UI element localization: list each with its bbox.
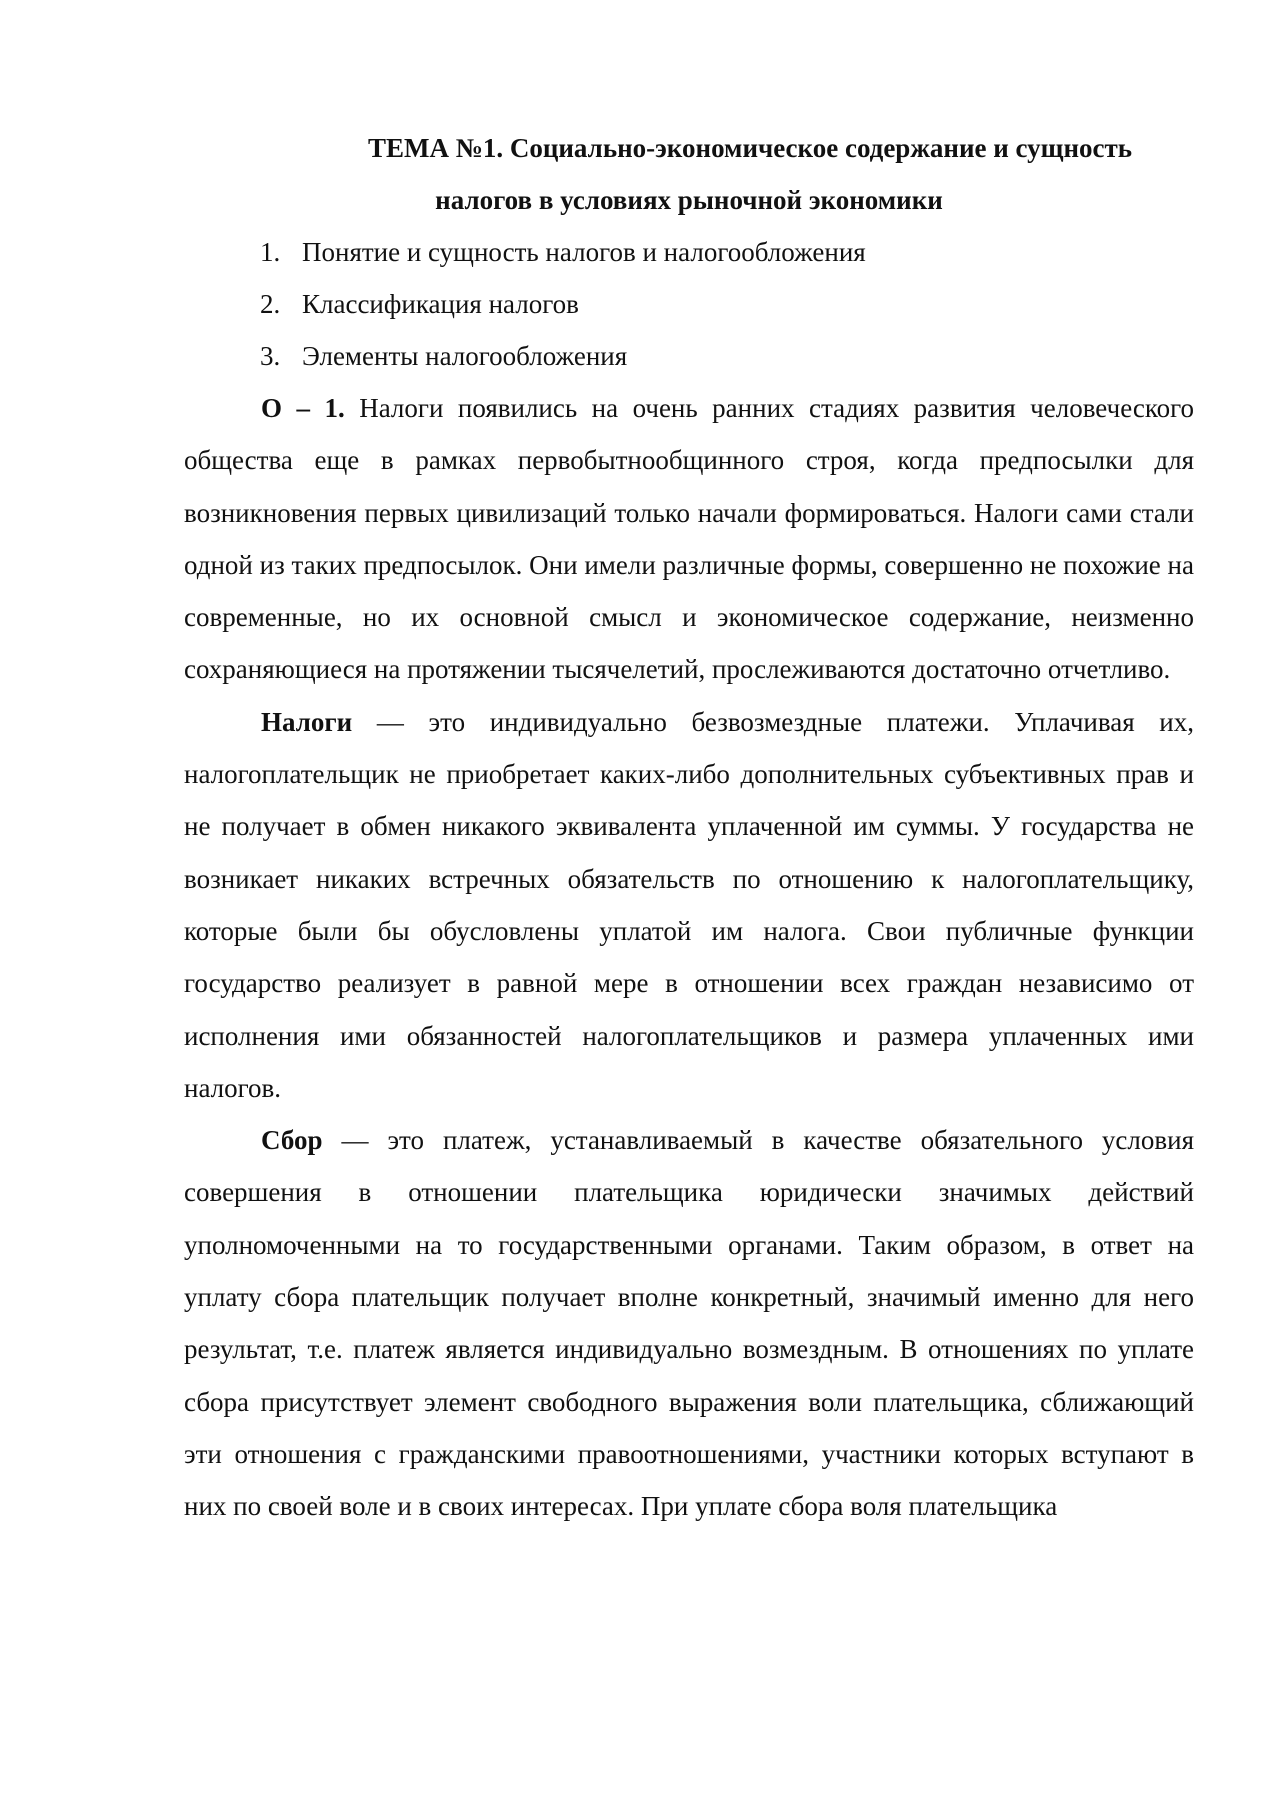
page-title <box>184 122 1194 226</box>
outline-item-text: Понятие и сущность налогов и налогообложения <box>302 237 866 267</box>
outline-item-number: 2. <box>260 289 281 319</box>
outline-item-number: 3. <box>260 341 281 371</box>
outline-item <box>260 330 1194 382</box>
paragraph-fee-definition <box>184 1114 1194 1532</box>
title-line-2: налогов в условиях рыночной экономики <box>435 185 943 215</box>
outline-item-text: Элементы налогообложения <box>302 341 628 371</box>
paragraph-text: Налоги появились на очень ранних стадиях развития человеческого общества еще в рамках первобытнообщинного строя, когда предпосылки для возникновения первых цивилизаций только начали формироваться. Налоги сами стали одной из таких предпосылок. Они имели различные формы, совершенно не похожие на современные, но их основной смысл и экономическое содержание, неизменно сохраняющиеся на протяжении тысячелетий, прослеживаются достаточно отчетливо. <box>184 393 1194 685</box>
paragraph-text: — это индивидуально безвозмездные платежи. Уплачивая их, налогоплательщик не приобретает каких-либо дополнительных субъективных прав и не получает в обмен никакого эквивалента уплаченной им суммы. У государства не возникает никаких встречных обязательств по отношению к налогоплательщику, которые были бы обусловлены уплатой им налога. Свои публичные функции государство реализует в равной мере в отношении всех граждан независимо от исполнения ими обязанностей налогоплательщиков и размера уплаченных ими налогов. <box>184 706 1194 1103</box>
outline-item-text: Классификация налогов <box>302 289 579 319</box>
paragraph-text: — это платеж, устанавливаемый в качестве обязательного условия совершения в отношении плательщика юридически значимых действий уполномоченными на то государственными органами. Таким образом, в ответ на уплату сбора плательщик получает вполне конкретный, значимый именно для него результат, т.е. платеж является индивидуально возмездным. В отношениях по уплате сбора присутствует элемент свободного выражения воли плательщика, сближающий эти отношения с гражданскими правоотношениями, участники которых вступают в них по своей воле и в своих интересах. При уплате сбора воля плательщика <box>184 1125 1194 1522</box>
paragraph-lead: Сбор <box>261 1125 323 1156</box>
outline-item-number: 1. <box>260 237 281 267</box>
paragraph-lead: Налоги <box>261 706 353 737</box>
paragraph-tax-definition <box>184 696 1194 1114</box>
title-line-1: ТЕМА №1. Социально-экономическое содержание и сущность <box>367 133 1133 163</box>
topic-outline <box>184 226 1194 382</box>
paragraph-lead: О – 1. <box>261 393 345 423</box>
outline-item <box>260 278 1194 330</box>
outline-item <box>260 226 1194 278</box>
paragraph-origin-of-taxes <box>184 382 1194 696</box>
